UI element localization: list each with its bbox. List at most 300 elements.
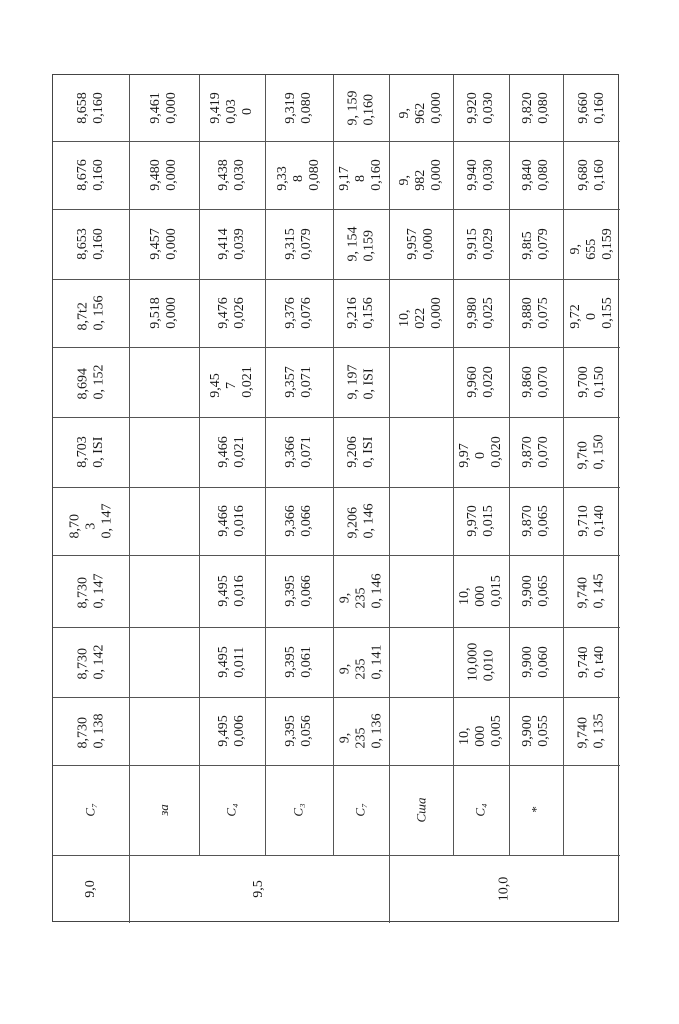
cell-values (337, 645, 385, 680)
cell-values (283, 366, 315, 398)
cell-value: 9,740 (575, 577, 591, 609)
cell-values (283, 505, 315, 537)
table-cell (199, 279, 265, 347)
cell-value: 9,457 (148, 228, 163, 260)
cell-value: 8,730 (75, 717, 90, 749)
table-cell (129, 279, 199, 347)
cell-deviation: 0,061 (299, 646, 314, 678)
table-cell (389, 417, 453, 487)
table-cell (333, 487, 389, 555)
cell-deviation: 0,160 (591, 92, 607, 124)
table-cell (389, 279, 453, 347)
row-label: Сша (412, 797, 428, 823)
table-cell (53, 209, 129, 279)
cell-values (465, 92, 497, 124)
cell-values (405, 228, 437, 260)
cell-deviation: 0, 146 (361, 503, 376, 539)
cell-deviation: 0, 156 (91, 295, 106, 331)
row-label-cell (53, 765, 129, 855)
table-cell (199, 141, 265, 209)
table-cell (453, 627, 509, 697)
cell-deviation: 0,056 (299, 715, 314, 747)
cell-values (216, 575, 248, 607)
cell-deviation: 0, 147 (99, 503, 114, 539)
cell-deviation: 0,000 (164, 228, 179, 260)
table-cell (509, 487, 563, 555)
cell-deviation: 0,020 (481, 366, 496, 398)
table-cell (199, 697, 265, 765)
cell-deviation: 0,029 (481, 228, 496, 260)
cell-values (216, 505, 248, 537)
table-cell (129, 487, 199, 555)
table-cell (563, 697, 620, 765)
table-cell (265, 75, 333, 141)
table-cell (265, 417, 333, 487)
cell-value: 9,900 (520, 646, 535, 678)
cell-value: 8,730 (75, 648, 90, 680)
cell-deviation: 0,160 (91, 228, 106, 260)
cell-value: 9,710 (575, 505, 591, 537)
cell-deviation: 0,039 (232, 228, 247, 260)
table-cell (389, 141, 453, 209)
cell-values (345, 436, 377, 468)
cell-value: 9,700 (575, 366, 591, 398)
table-cell (333, 555, 389, 627)
cell-value: 9,319 (283, 92, 298, 124)
cell-values (345, 227, 377, 262)
cell-values (75, 365, 107, 400)
cell-values (283, 575, 315, 607)
table-cell (265, 347, 333, 417)
table-cell (563, 627, 620, 697)
cell-value: 9,395 (283, 575, 298, 607)
cell-value: 9,740 (575, 717, 591, 749)
cell-values (576, 435, 608, 470)
cell-values (457, 436, 505, 468)
table-cell (563, 417, 620, 487)
cell-values (568, 228, 616, 260)
cell-value: 8,70 3 (67, 514, 98, 539)
row-label-cell (199, 765, 265, 855)
cell-value: 9,940 (465, 159, 480, 191)
table-cell (509, 141, 563, 209)
cell-value: 9,495 (216, 715, 231, 747)
table-cell (265, 627, 333, 697)
cell-value: 9,480 (148, 159, 163, 191)
cell-deviation: 0,03 0 (224, 99, 255, 124)
cell-values (283, 436, 315, 468)
cell-value: 9,820 (520, 92, 535, 124)
cell-value: 9,476 (216, 297, 231, 329)
cell-values (397, 297, 445, 329)
table-cell (453, 487, 509, 555)
cell-value: 9,366 (283, 505, 298, 537)
table-cell (333, 697, 389, 765)
cell-values (216, 715, 248, 747)
table-cell (453, 347, 509, 417)
table-cell (53, 417, 129, 487)
row-label-cell (333, 765, 389, 855)
table-cell (563, 487, 620, 555)
table-cell (333, 141, 389, 209)
cell-value: 8,730 (75, 577, 90, 609)
table-cell (265, 141, 333, 209)
cell-value: 9,216 (345, 297, 360, 329)
table-cell (333, 75, 389, 141)
table-cell (129, 555, 199, 627)
cell-deviation: 0,000 (429, 159, 444, 191)
cell-value: 9,72 0 (567, 304, 599, 329)
cell-values (520, 505, 552, 537)
cell-deviation: 0,160 (91, 159, 106, 191)
row-label-cell (509, 765, 563, 855)
cell-deviation: 0,070 (536, 436, 551, 468)
table-cell (389, 697, 453, 765)
cell-value: 9, 159 (345, 90, 360, 126)
cell-value: 8,676 (75, 159, 90, 191)
group-label: 9,5 (251, 880, 266, 898)
cell-values (576, 574, 608, 609)
row-label-cell (129, 765, 199, 855)
table-cell (389, 75, 453, 141)
cell-deviation: 0,076 (299, 297, 314, 329)
cell-deviation: 0,000 (421, 228, 436, 260)
cell-values (283, 297, 315, 329)
cell-deviation: 0,000 (429, 92, 444, 124)
cell-deviation: 0,080 (536, 159, 551, 191)
cell-value: 9,438 (216, 159, 231, 191)
cell-deviation: 0,070 (536, 366, 551, 398)
table-cell (129, 627, 199, 697)
table-cell (199, 555, 265, 627)
table-cell (53, 75, 129, 141)
cell-deviation: 0,159 (361, 230, 376, 262)
cell-value: 9, 655 (567, 238, 599, 260)
table-cell (509, 417, 563, 487)
cell-deviation: 0,160 (91, 92, 106, 124)
cell-deviation: 0,066 (299, 505, 314, 537)
cell-deviation: 0,079 (299, 228, 314, 260)
cell-value: 9,860 (520, 366, 535, 398)
cell-values (520, 366, 552, 398)
cell-value: 9,840 (520, 159, 535, 191)
cell-value: 9,466 (216, 436, 231, 468)
cell-deviation: 0,160 (361, 94, 376, 126)
table-cell (53, 347, 129, 417)
cell-values (75, 645, 107, 680)
cell-value: 9,660 (575, 92, 591, 124)
cell-value: 9,395 (283, 715, 298, 747)
row-label-cell (389, 765, 453, 855)
cell-value: 9, 154 (345, 226, 360, 262)
cell-value: 9,980 (465, 297, 480, 329)
table-cell (333, 347, 389, 417)
table-cell (265, 209, 333, 279)
cell-values (216, 297, 248, 329)
cell-values (576, 366, 608, 398)
cell-value: 8,653 (75, 228, 90, 260)
table-cell (453, 555, 509, 627)
table-cell (53, 487, 129, 555)
group-label: 10,0 (496, 876, 512, 902)
cell-deviation: 0,021 (240, 366, 255, 398)
table-cell (199, 209, 265, 279)
cell-values (520, 646, 552, 678)
cell-values (208, 92, 256, 124)
table-cell (199, 487, 265, 555)
cell-value: 9,880 (520, 297, 535, 329)
cell-value: 9,957 (405, 228, 420, 260)
cell-deviation: 0, 142 (91, 644, 106, 680)
table-cell (563, 75, 620, 141)
table-cell (199, 75, 265, 141)
cell-values (465, 643, 497, 682)
table-cell (129, 697, 199, 765)
row-label: C₇ (82, 803, 98, 817)
cell-deviation: 0,005 (489, 715, 504, 747)
cell-values (275, 159, 323, 191)
cell-deviation: 0,065 (536, 505, 551, 537)
cell-value: 9,395 (283, 646, 298, 678)
cell-values (337, 574, 385, 609)
group-label: 9,0 (83, 880, 98, 898)
table-cell (453, 697, 509, 765)
cell-values (216, 436, 248, 468)
cell-values (520, 436, 552, 468)
cell-values (345, 297, 377, 329)
cell-values (465, 159, 497, 191)
cell-value: 9,461 (148, 92, 163, 124)
cell-value: 9,740 (575, 646, 591, 678)
table-cell (453, 209, 509, 279)
row-label: C₇ (352, 803, 368, 817)
cell-deviation: 0, ISI (361, 368, 376, 400)
cell-deviation: 0,160 (591, 159, 607, 191)
cell-value: 10, 000 (457, 585, 488, 607)
table-cell (333, 279, 389, 347)
cell-deviation: 0,055 (536, 715, 551, 747)
table-cell (53, 627, 129, 697)
cell-values (465, 297, 497, 329)
cell-value: 9,495 (216, 575, 231, 607)
cell-deviation: 0,080 (307, 159, 322, 191)
cell-deviation: 0,071 (299, 436, 314, 468)
table-cell (453, 75, 509, 141)
cell-values (576, 159, 608, 191)
row-label-cell (563, 765, 620, 855)
cell-deviation: 0, t40 (591, 646, 607, 678)
cell-deviation: 0, 152 (91, 364, 106, 400)
group-label-cell (53, 855, 129, 923)
cell-value: 9, 235 (337, 587, 368, 609)
table-cell (129, 417, 199, 487)
cell-values (520, 228, 552, 260)
cell-value: 9, 962 (397, 102, 428, 124)
cell-value: 9,518 (148, 297, 163, 329)
cell-values (283, 228, 315, 260)
cell-value: 9,970 (465, 505, 480, 537)
cell-values (216, 646, 248, 678)
cell-values (520, 575, 552, 607)
table-cell (509, 627, 563, 697)
cell-deviation: 0, ISI (91, 436, 106, 468)
row-label: * (528, 806, 543, 814)
cell-deviation: 0,006 (232, 715, 247, 747)
table-cell (509, 555, 563, 627)
group-label-cell (129, 855, 389, 923)
cell-deviation: 0,066 (299, 575, 314, 607)
cell-deviation: 0,030 (481, 92, 496, 124)
cell-values (457, 715, 505, 747)
cell-value: 9, 235 (337, 658, 368, 680)
cell-value: 9,680 (575, 159, 591, 191)
cell-values (283, 715, 315, 747)
cell-deviation: 0,150 (591, 366, 607, 398)
table-cell (389, 347, 453, 417)
cell-deviation: 0,140 (591, 505, 607, 537)
table-cell (53, 555, 129, 627)
table-cell (563, 141, 620, 209)
cell-value: 9,466 (216, 505, 231, 537)
cell-deviation: 0,030 (232, 159, 247, 191)
cell-deviation: 0, ISI (361, 436, 376, 468)
cell-value: 9,357 (283, 366, 298, 398)
cell-values (345, 91, 377, 126)
cell-values (576, 505, 608, 537)
cell-values (148, 228, 180, 260)
table-cell (563, 279, 620, 347)
cell-value: 9, 235 (337, 727, 368, 749)
cell-value: 10, 022 (397, 307, 428, 329)
cell-value: 9,419 (208, 92, 223, 124)
cell-deviation: 0, 145 (591, 573, 607, 609)
cell-deviation: 0,080 (536, 92, 551, 124)
table-cell (53, 697, 129, 765)
table-cell (453, 141, 509, 209)
table-cell (453, 279, 509, 347)
cell-deviation: 0, 146 (369, 573, 384, 609)
cell-deviation: 0,155 (599, 297, 615, 329)
cell-value: 9,33 8 (275, 166, 306, 191)
table-cell (129, 347, 199, 417)
row-label: C₃ (290, 803, 306, 817)
cell-value: 8,7t2 (75, 302, 90, 331)
cell-deviation: 0,026 (232, 297, 247, 329)
cell-values (148, 159, 180, 191)
table-cell (333, 627, 389, 697)
table-cell (199, 627, 265, 697)
cell-values (283, 646, 315, 678)
cell-deviation: 0,030 (481, 159, 496, 191)
table-cell (265, 555, 333, 627)
cell-values (457, 575, 505, 607)
table-cell (199, 417, 265, 487)
cell-value: 8,658 (75, 92, 90, 124)
cell-deviation: 0,016 (232, 575, 247, 607)
cell-values (465, 366, 497, 398)
cell-deviation: 0,000 (164, 297, 179, 329)
table-cell (563, 555, 620, 627)
cell-value: 9,915 (465, 228, 480, 260)
table-cell (129, 75, 199, 141)
cell-values (216, 228, 248, 260)
cell-deviation: 0,011 (232, 646, 247, 678)
cell-value: 10, 000 (457, 725, 488, 747)
cell-values (520, 92, 552, 124)
cell-value: 9,960 (465, 366, 480, 398)
cell-deviation: 0,060 (536, 646, 551, 678)
cell-deviation: 0, 135 (591, 713, 607, 749)
cell-value: 9,376 (283, 297, 298, 329)
cell-value: 9,900 (520, 575, 535, 607)
cell-values (337, 159, 385, 191)
cell-deviation: 0,021 (232, 436, 247, 468)
table-cell (333, 417, 389, 487)
cell-deviation: 0,000 (164, 92, 179, 124)
table-cell (53, 279, 129, 347)
cell-value: 9,870 (520, 436, 535, 468)
table-cell (563, 347, 620, 417)
cell-values (75, 159, 107, 191)
cell-value: 9, 197 (345, 364, 360, 400)
cell-value: 9,315 (283, 228, 298, 260)
cell-value: 9,97 0 (457, 443, 488, 468)
cell-deviation: 0,080 (299, 92, 314, 124)
cell-value: 9,8t5 (520, 231, 535, 260)
table-cell (389, 487, 453, 555)
cell-value: 9,206 (345, 507, 360, 539)
table-cell (509, 279, 563, 347)
table-cell (389, 555, 453, 627)
cell-deviation: 0,025 (481, 297, 496, 329)
table-cell (563, 209, 620, 279)
cell-deviation: 0, 136 (369, 713, 384, 749)
cell-deviation: 0,000 (164, 159, 179, 191)
cell-values (75, 574, 107, 609)
cell-deviation: 0, 138 (91, 713, 106, 749)
cell-values (345, 365, 377, 400)
cell-values (283, 92, 315, 124)
cell-value: 9,920 (465, 92, 480, 124)
cell-values (75, 296, 107, 331)
table-cell (509, 697, 563, 765)
cell-values (67, 504, 115, 539)
cell-value: 9,45 7 (208, 373, 239, 398)
cell-deviation: 0,020 (489, 436, 504, 468)
table-cell (53, 141, 129, 209)
table-cell (265, 279, 333, 347)
row-label: C₄ (472, 803, 488, 817)
cell-values (216, 159, 248, 191)
cell-values (148, 92, 180, 124)
cell-values (568, 297, 616, 329)
table-cell (333, 209, 389, 279)
cell-values (337, 714, 385, 749)
table-cell (129, 141, 199, 209)
table-cell (509, 209, 563, 279)
table-cell (509, 347, 563, 417)
cell-values (75, 436, 107, 468)
cell-values (520, 715, 552, 747)
table-cell (389, 627, 453, 697)
table-cell (129, 209, 199, 279)
cell-value: 9,495 (216, 646, 231, 678)
cell-values (75, 92, 107, 124)
cell-values (208, 366, 256, 398)
table-cell (265, 487, 333, 555)
group-label-cell (389, 855, 620, 923)
cell-value: 9, 982 (397, 169, 428, 191)
